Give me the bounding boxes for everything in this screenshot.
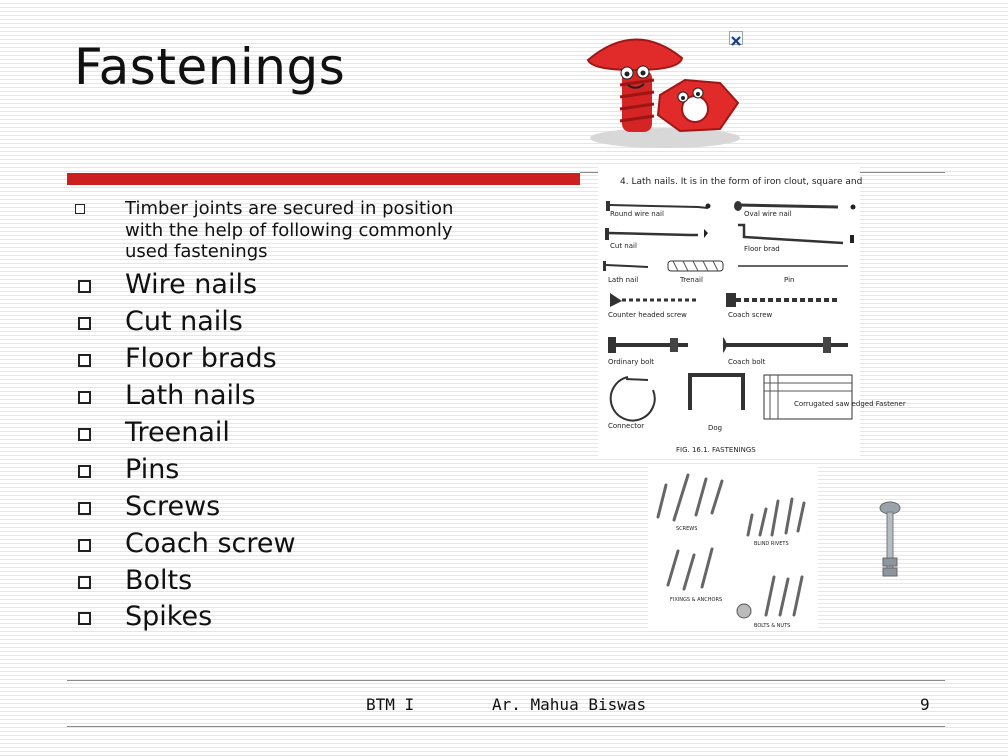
bullet-icon [78, 502, 91, 515]
svg-text:Connector: Connector [608, 422, 645, 430]
list-item: Coach screw [125, 528, 296, 559]
svg-text:BOLTS & NUTS: BOLTS & NUTS [754, 623, 791, 629]
svg-text:Coach screw: Coach screw [728, 311, 773, 319]
list-item: Wire nails [125, 269, 258, 300]
list-item: Lath nails [125, 380, 256, 411]
slide-number: 9 [920, 695, 930, 714]
close-icon[interactable] [729, 31, 743, 45]
title-accent-bar [67, 173, 580, 185]
bullet-icon [78, 391, 91, 404]
list-item: Treenail [125, 417, 230, 448]
svg-text:FIXINGS & ANCHORS: FIXINGS & ANCHORS [670, 597, 723, 603]
bullet-icon [78, 280, 91, 293]
bullet-icon [78, 317, 91, 330]
svg-text:Corrugated saw edged Fastener: Corrugated saw edged Fastener [794, 400, 906, 408]
footer-author: Ar. Mahua Biswas [492, 695, 647, 714]
bullet-icon [78, 612, 91, 625]
svg-text:Round wire nail: Round wire nail [610, 210, 664, 218]
bullet-icon [78, 428, 91, 441]
footer-divider [67, 680, 945, 681]
svg-text:Cut nail: Cut nail [610, 242, 637, 250]
bullet-icon [78, 465, 91, 478]
bullet-icon [78, 354, 91, 367]
fastenings-diagram-image [598, 165, 906, 457]
svg-text:Counter headed screw: Counter headed screw [608, 311, 687, 319]
svg-text:BLIND RIVETS: BLIND RIVETS [754, 541, 789, 547]
list-item: Spikes [125, 601, 213, 632]
intro-text: Timber joints are secured in position with the help of following commonly used fastenings [125, 198, 454, 262]
slide-title: Fastenings [74, 38, 346, 96]
list-item: Pins [125, 454, 180, 485]
list-item: Floor brads [125, 343, 277, 374]
figure-caption: FIG. 16.1. FASTENINGS [676, 446, 756, 454]
list-item: Cut nails [125, 306, 243, 337]
bullet-icon [78, 539, 91, 552]
svg-text:SCREWS: SCREWS [676, 526, 698, 532]
list-item: Bolts [125, 565, 193, 596]
bullet-icon [78, 576, 91, 589]
svg-text:Dog: Dog [708, 424, 723, 432]
svg-text:Trenail: Trenail [680, 276, 703, 284]
footer-course: BTM I [366, 695, 415, 714]
list-item: Screws [125, 491, 221, 522]
screw-nut-mascot-image [580, 25, 750, 150]
hardware-assortment-image [648, 465, 818, 630]
svg-text:Lath nail: Lath nail [608, 276, 639, 284]
bullet-icon [75, 204, 85, 214]
footer-divider [67, 726, 945, 727]
svg-text:Pin: Pin [784, 276, 795, 284]
carriage-bolt-image [870, 500, 910, 585]
svg-text:Oval wire nail: Oval wire nail [744, 210, 792, 218]
svg-text:Floor brad: Floor brad [744, 245, 780, 253]
svg-text:Ordinary bolt: Ordinary bolt [608, 358, 655, 366]
svg-text:Coach bolt: Coach bolt [728, 358, 766, 366]
figure-heading: 4. Lath nails. It is in the form of iron clout, square and [620, 177, 863, 187]
